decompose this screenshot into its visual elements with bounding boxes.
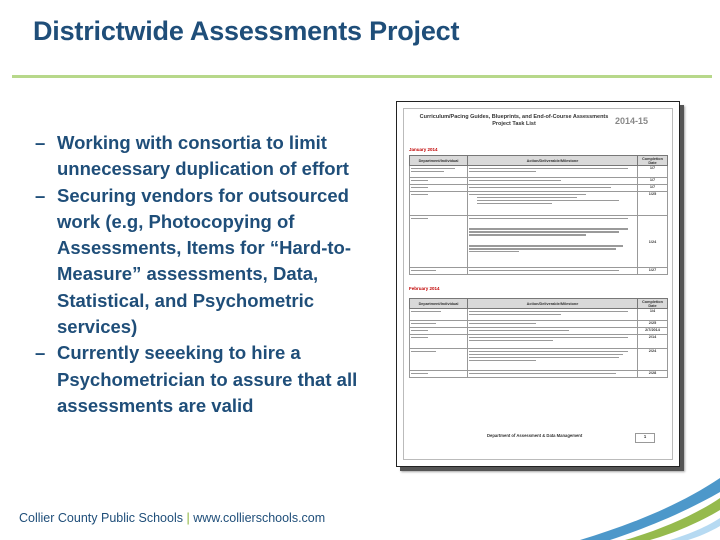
footer-separator: | (186, 511, 190, 525)
document-title: Curriculum/Pacing Guides, Blueprints, and End-of-Course Assessments Project Task List (419, 114, 609, 127)
document-page-number: 1 (635, 433, 655, 443)
table-header: Completion Date (638, 156, 668, 166)
document-section-label: February 2014 (409, 286, 440, 291)
document-thumbnail (396, 101, 680, 467)
bullet-text: Working with consortia to limit unnecessary duplication of effort (57, 132, 349, 180)
table-cell (410, 268, 468, 275)
table-cell (410, 166, 468, 178)
table-cell (468, 192, 638, 216)
table-cell: 2/25 (638, 321, 668, 328)
table-cell: 1/7 (638, 178, 668, 185)
table-cell (410, 185, 468, 192)
footer-org: Collier County Public Schools (19, 511, 183, 525)
table-cell (410, 192, 468, 216)
table-cell (410, 321, 468, 328)
title-divider (12, 75, 712, 78)
document-table (409, 298, 668, 378)
table-cell (468, 335, 638, 349)
document-section-label: January 2014 (409, 147, 438, 152)
table-cell: 1/25 (638, 192, 668, 216)
table-header: Action/Deliverable/Milestone (468, 299, 638, 309)
table-header: Department/Individual (410, 299, 468, 309)
bullet-item (35, 183, 375, 341)
bullet-marker: – (35, 342, 46, 364)
table-cell (468, 321, 638, 328)
bullet-marker: – (35, 184, 46, 206)
table-cell: 1/7 (638, 185, 668, 192)
slide-footer (19, 511, 325, 525)
table-cell: 1/4 (638, 309, 668, 321)
bullet-list (35, 130, 375, 419)
table-cell: 1/27 (638, 268, 668, 275)
table-cell: 2/24 (638, 349, 668, 371)
table-cell (468, 309, 638, 321)
document-year: 2014-15 (615, 116, 649, 126)
table-cell: 1/24 (638, 216, 668, 268)
table-header: Action/Deliverable/Milestone (468, 156, 638, 166)
document-table (409, 155, 668, 275)
document-footer-text: Department of Assessment & Data Management (487, 433, 583, 438)
slide-title: Districtwide Assessments Project (33, 16, 460, 46)
table-cell: 2/28 (638, 371, 668, 378)
table-cell (410, 371, 468, 378)
table-cell (410, 335, 468, 349)
table-header: Completion Date (638, 299, 668, 309)
table-cell: 2/7/2014 (638, 328, 668, 335)
table-cell (468, 349, 638, 371)
table-cell (468, 178, 638, 185)
table-cell (410, 349, 468, 371)
document-footer (487, 433, 669, 443)
bullet-item (35, 130, 375, 183)
table-cell (468, 166, 638, 178)
bullet-text: Currently seeeking to hire a Psychometrician to assure that all assessments are valid (57, 342, 358, 416)
table-cell (410, 309, 468, 321)
table-cell (468, 371, 638, 378)
table-header: Department/Individual (410, 156, 468, 166)
table-cell (410, 178, 468, 185)
bullet-item (35, 340, 375, 419)
swoosh-green (625, 498, 720, 540)
table-cell (468, 185, 638, 192)
footer-url: www.collierschools.com (193, 511, 326, 525)
table-cell (410, 216, 468, 268)
swoosh-decoration (520, 470, 720, 540)
table-cell (468, 328, 638, 335)
bullet-text: Securing vendors for outsourced work (e.g, Photocopying of Assessments, Items for “Hard-to-Measure” assessments, Data, Statistical, and Psychometric services) (57, 184, 352, 338)
table-cell: 2/14 (638, 335, 668, 349)
bullet-marker: – (35, 132, 46, 153)
table-cell (410, 328, 468, 335)
table-cell: 1/7 (638, 166, 668, 178)
table-cell (468, 216, 638, 268)
table-cell (468, 268, 638, 275)
